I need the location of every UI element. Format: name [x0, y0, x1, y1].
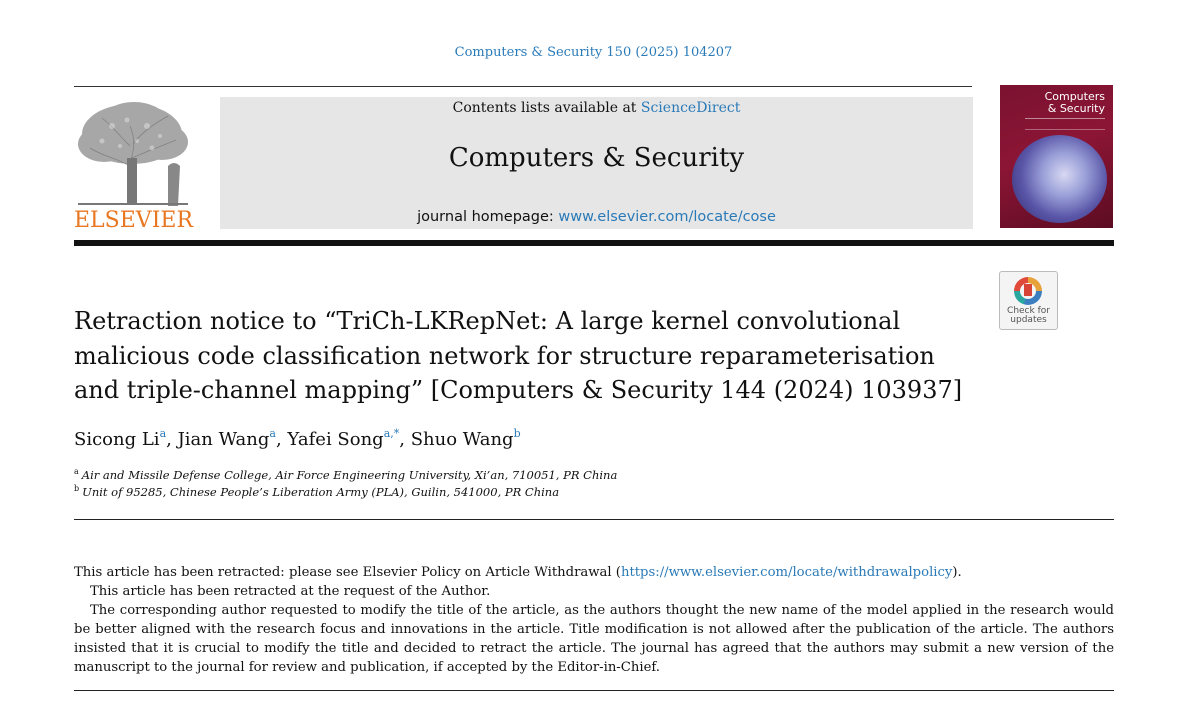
retraction-policy-paragraph: [74, 563, 1114, 582]
bookmark-icon: [1024, 284, 1032, 296]
homepage-prefix: journal homepage:: [417, 209, 559, 225]
homepage-line: [220, 209, 973, 225]
contents-prefix: Contents lists available at: [452, 100, 641, 116]
affiliation-text: Unit of 95285, Chinese People’s Liberation Army (PLA), Guilin, 541000, PR China: [82, 485, 560, 499]
cover-artwork: [1012, 135, 1107, 223]
cover-title-line1: Computers: [1044, 90, 1105, 103]
policy-text-end: ).: [952, 565, 962, 580]
elsevier-wordmark: ELSEVIER: [74, 208, 194, 233]
check-updates-line2: updates: [1010, 315, 1047, 325]
author-affiliation-mark[interactable]: a,*: [383, 427, 400, 440]
cover-title-line2: & Security: [1047, 102, 1105, 115]
article-title: Retraction notice to “TriCh-LKRepNet: A large kernel convolutional malicious code classification network for structure reparameterisation and triple-channel mapping” [Computers & Security 144 (2024) 103937]: [74, 307, 963, 404]
policy-text: This article has been retracted: please see Elsevier Policy on Article Withdrawal (: [74, 565, 621, 580]
section-divider: [74, 519, 1114, 520]
cover-subtitle-lines: [1025, 118, 1105, 130]
author-name[interactable]: Shuo Wang: [410, 429, 514, 450]
author-list: Sicong Li$^a$, Jian Wang$^a$, Yafei Song$^{a,*}$, Shuo Wang$^b$: [74, 427, 521, 450]
homepage-link[interactable]: www.elsevier.com/locate/cose: [558, 209, 776, 225]
journal-cover-image[interactable]: [1000, 85, 1113, 228]
author-affiliation-mark[interactable]: b: [513, 427, 521, 440]
author-name[interactable]: Jian Wang: [177, 429, 270, 450]
withdrawal-policy-link[interactable]: https://www.elsevier.com/locate/withdrawalpolicy: [620, 565, 953, 580]
bottom-divider: [74, 690, 1114, 691]
check-updates-label: [1000, 307, 1057, 325]
retraction-detail-paragraph: The corresponding author requested to modify the title of the article, as the authors thought the new name of the model applied in the research would be better aligned with the research focus and innovations in the article. Title modification is not allowed after the publication of the article. The authors insisted that it is crucial to modify the title and decided to retract the article. The journal has agreed that the authors may submit a new version of the manuscript to the journal for review and publication, if accepted by the Editor-in-Chief.: [74, 603, 1114, 675]
author-name[interactable]: Sicong Li: [74, 429, 160, 450]
author-affiliation-mark[interactable]: a: [159, 427, 167, 440]
affiliation-label: b: [74, 484, 80, 493]
check-updates-line1: Check for: [1007, 306, 1050, 316]
sciencedirect-link[interactable]: ScienceDirect: [640, 100, 741, 116]
journal-title: Computers & Security: [448, 143, 745, 173]
affiliation-text: Air and Missile Defense College, Air Force Engineering University, Xi’an, 710051, PR China: [81, 468, 618, 482]
affiliation-label: a: [74, 467, 79, 476]
affiliation-b: [74, 484, 559, 499]
contents-line: [220, 100, 973, 116]
author-affiliation-mark[interactable]: a: [269, 427, 276, 440]
affiliation-a: [74, 467, 617, 482]
author-name[interactable]: Yafei Song: [287, 429, 384, 450]
check-for-updates-button[interactable]: [999, 271, 1058, 330]
journal-reference-link[interactable]: Computers & Security 150 (2025) 104207: [454, 45, 733, 60]
cover-title: [1045, 91, 1105, 115]
header-thick-divider: [74, 240, 1114, 246]
top-divider: [74, 86, 972, 87]
retraction-reason-paragraph: This article has been retracted at the request of the Author.: [90, 584, 491, 599]
